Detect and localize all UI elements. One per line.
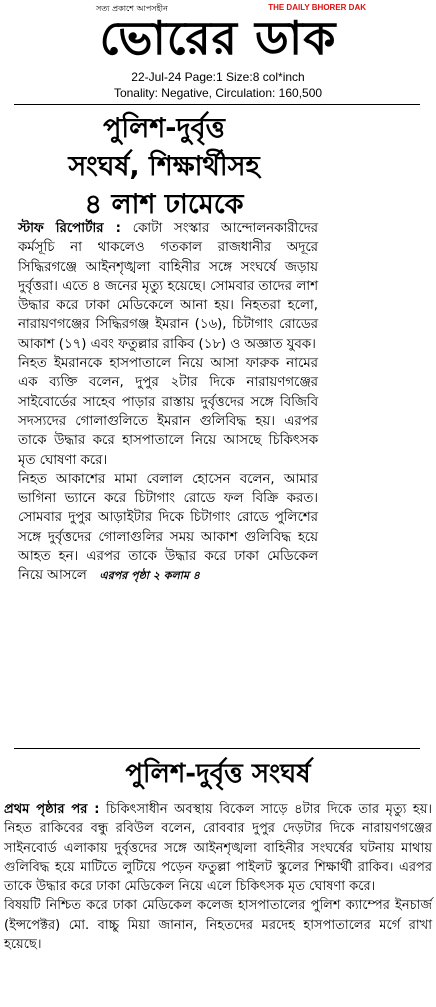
article-headline (14, 110, 314, 224)
headline-line-2: সংঘর্ষ, শিক্ষার্থীসহ (68, 151, 260, 182)
headline-line-1: পুলিশ-দুর্বৃত্ত (103, 113, 225, 144)
continuation-paragraph-1-text: চিকিৎসাধীন অবস্থায় বিকেল সাড়ে ৪টার দিকে তার মৃত্যু হয়। নিহত রাকিবের বন্ধু রবিউল বলেন, রোববার দুপুর দেড়টার দিকে নারায়ণগঞ্জের সাইনবোর্ড এলাকায় দুর্বৃত্তদের সঙ্গে আইনশৃঙ্খলা বাহিনীর সংঘর্ষের ঘটনায় মাথায় গুলিবিদ্ধ হয়ে মাটিতে লুটিয়ে পড়েন ফতুল্লা পাইলট স্কুলের শিক্ষার্থী রাকিব। এরপর তাকে উদ্ধার করে ঢাকা মেডিকেল নিয়ে এলে চিকিৎসক মৃত ঘোষণা করে। (4, 802, 433, 895)
article-body (18, 219, 318, 586)
article-paragraph-1 (18, 219, 318, 354)
masthead-title: ভোরের ডাক (99, 11, 337, 65)
byline: স্টাফ রিপোর্টার : (18, 221, 121, 236)
section-divider (14, 748, 420, 749)
continuation-paragraph-1 (4, 800, 432, 896)
continuation-headline: পুলিশ-দুর্বৃত্ত সংঘর্ষ (125, 759, 311, 789)
continuation-lead: প্রথম পৃষ্ঠার পর : (4, 802, 100, 817)
top-divider (14, 104, 420, 105)
clip-meta-line2: Tonality: Negative, Circulation: 160,500 (113, 86, 323, 100)
article-paragraph-2: নিহত ইমরানকে হাসপাতালে নিয়ে আসা ফারুক নামের এক ব্যক্তি বলেন, দুপুর ২টার দিকে নারায়ণগঞ্জের সাইবোর্ডের সাহেব পাড়ার রাস্তায় দুর্বৃত্তদের সঙ্গে বিজিবি সদস্যদের গোলাগুলিতে ইমরান গুলিবিদ্ধ হয়। এরপর তাকে উদ্ধার করে হাসপাতালে নিয়ে আসছে চিকিৎসক মৃত ঘোষণা করে। (18, 356, 318, 468)
headline-line-3: ৪ লাশ ঢামেকে (84, 189, 244, 220)
paragraph-3-text: নিহত আকাশের মামা বেলাল হোসেন বলেন, আমার ভাগিনা ভ্যানে করে চিটাগাং রোডে ফল বিক্রি করত। সোমবার দুপুর আড়াইটার দিকে চিটাগাং রোডে পুলিশের সঙ্গে দুর্বৃত্তদের গোলাগুলির সময় আকাশ গুলিবিদ্ধ হয়ে আহত হন। এরপর তাকে উদ্ধার করে ঢাকা মেডিকেল নিয়ে আসলে (18, 471, 318, 584)
clip-meta-line1: 22-Jul-24 Page:1 Size:8 col*inch (131, 70, 305, 84)
continuation-paragraph-2: বিষয়টি নিশ্চিত করে ঢাকা মেডিকেল কলেজ হাসপাতালের পুলিশ ক্যাম্পের ইনচার্জ (ইন্সপেক্টর) মো. বাচ্চু মিয়া জানান, নিহতদের মরদেহ হাসপাতালের মর্গে রাখা হয়েছে। (4, 898, 432, 953)
masthead-tagline: সত্য প্রকাশে আপসহীন (96, 4, 168, 13)
continuation-body (4, 800, 432, 954)
paragraph-1-text: কোটা সংস্কার আন্দোলনকারীদের কর্মসূচি না থাকলেও গতকাল রাজধানীর অদূরে সিদ্ধিরগঞ্জে আইনশৃঙ্খলা বাহিনীর সঙ্গে সংঘর্ষে জড়ায় দুর্বৃত্তরা। এতে ৪ জনের মৃত্যু হয়েছে। সোমবার তাদের লাশ উদ্ধার করে ঢাকা মেডিকেলে আনা হয়। নিহতরা হলো, নারায়ণগঞ্জের সিদ্ধিরগঞ্জ ইমরান (১৬), চিটাগাং রোডের আকাশ (১৭) এবং ফতুল্লার রাকিব (১৮) ও অজ্ঞাত যুবক। (18, 221, 318, 352)
article-paragraph-3 (18, 470, 318, 586)
jump-note: এরপর পৃষ্ঠা ২ কলাম ৪ (99, 569, 200, 583)
masthead (0, 0, 436, 66)
masthead-english-name: THE DAILY BHORER DAK (268, 3, 366, 12)
